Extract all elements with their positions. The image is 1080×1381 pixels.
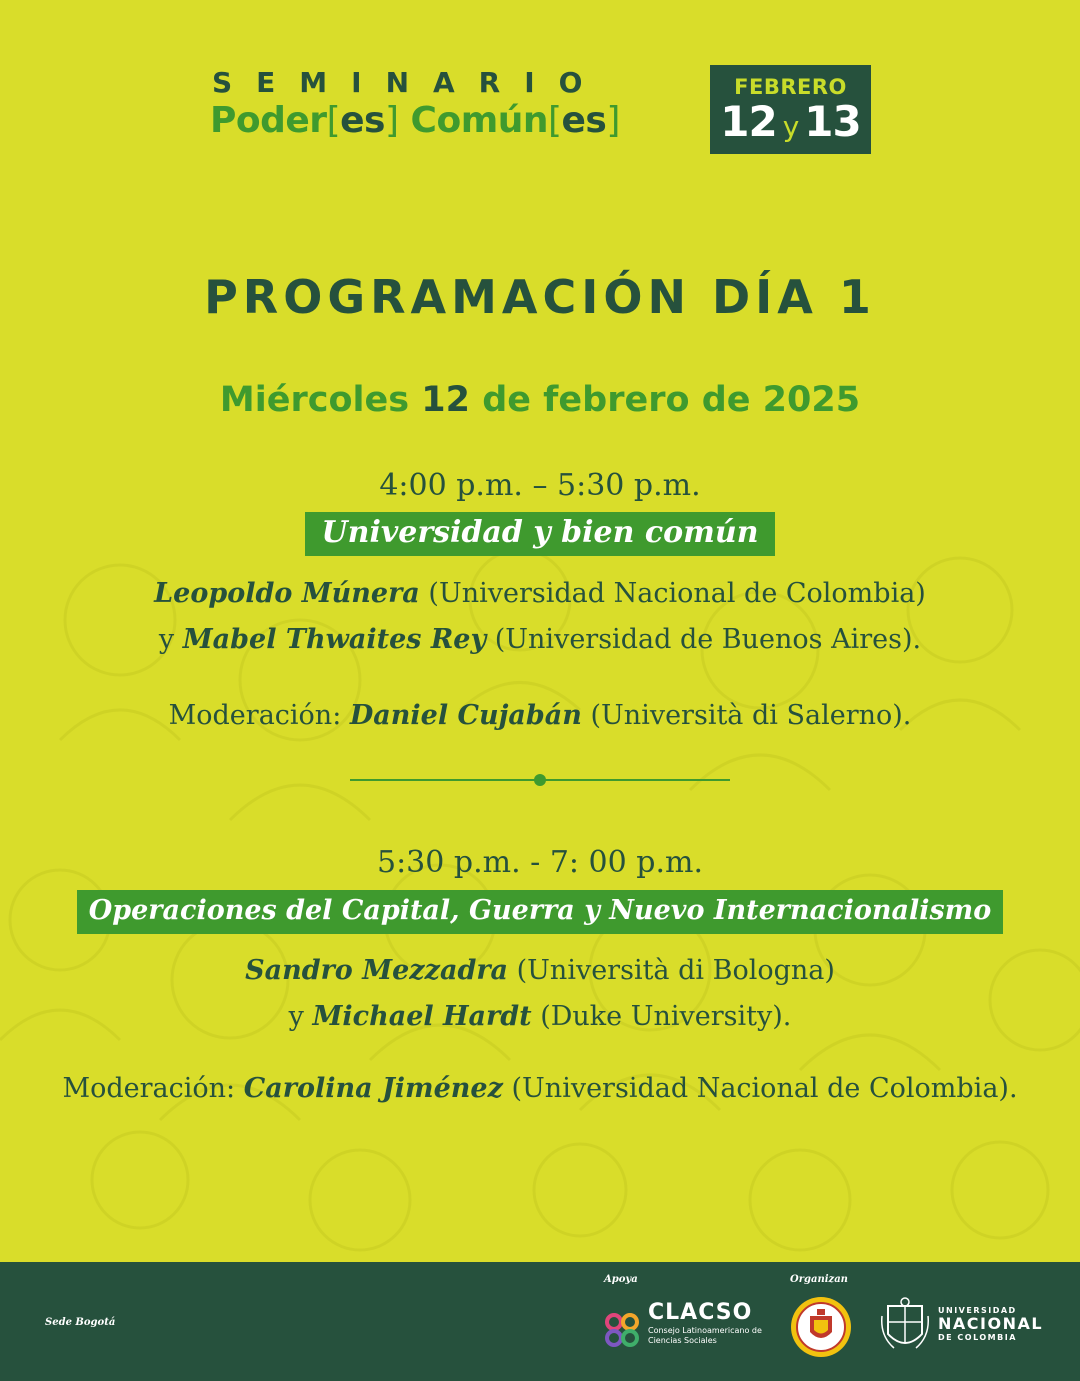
clacso-logo-icon: [600, 1308, 644, 1352]
session-1-title: Universidad y bien común: [305, 512, 774, 556]
session-2-speaker-2-name: Michael Hardt: [312, 1001, 532, 1032]
date-day2: 13: [804, 97, 861, 146]
program-date: [0, 380, 1080, 420]
title-es: es: [340, 100, 385, 141]
session-1-speaker-1-affil: (Universidad Nacional de Colombia): [428, 578, 926, 609]
organizan-label: Organizan: [790, 1274, 848, 1285]
session-1-title-wrap: [0, 512, 1080, 556]
program-title: PROGRAMACIÓN DÍA 1: [204, 270, 876, 324]
seal-icon: [790, 1296, 852, 1358]
bracket-close-2: ]: [606, 100, 620, 141]
session-2-time: 5:30 p.m. - 7: 00 p.m.: [376, 845, 703, 880]
divider-dot-icon: [534, 774, 546, 786]
unal-bottom: DE COLOMBIA: [938, 1333, 1017, 1342]
title-es-2: es: [561, 100, 607, 141]
clacso-name: CLACSO: [648, 1300, 753, 1325]
session-2-moderation: [0, 1073, 1080, 1104]
seminario-label: SEMINARIO: [212, 66, 607, 99]
apoya-label: Apoya: [604, 1274, 638, 1285]
bracket-open: [: [326, 100, 341, 141]
unal-wordmark: [938, 1306, 1043, 1342]
session-2-moderation-label: Moderación:: [62, 1073, 236, 1104]
unal-top: UNIVERSIDAD: [938, 1306, 1017, 1315]
bracket-close: ]: [384, 100, 399, 141]
session-2-speaker-1-affil: (Università di Bologna): [516, 955, 835, 986]
session-1-speaker-2-name: Mabel Thwaites Rey: [182, 624, 487, 655]
session-1-moderation-label: Moderación:: [168, 700, 342, 731]
session-2-speaker-2: [0, 1001, 1080, 1032]
session-1-time: 4:00 p.m. – 5:30 p.m.: [379, 468, 701, 503]
session-2-title-wrap: [0, 890, 1080, 934]
session-2-moderator-name: Carolina Jiménez: [243, 1073, 503, 1104]
session-2-speaker-1: [0, 955, 1080, 986]
sede-label: Sede Bogotá: [45, 1317, 116, 1328]
session-2-moderator-affil: (Universidad Nacional de Colombia).: [511, 1073, 1018, 1104]
session-1-moderation: [0, 700, 1080, 731]
seminar-title: [210, 100, 620, 141]
session-1-speaker-2: [0, 624, 1080, 655]
session-2-speaker-2-affil: (Duke University).: [540, 1001, 792, 1032]
date-days: [710, 97, 871, 146]
session-1-connector: y: [158, 624, 175, 655]
session-1-speaker-2-affil: (Universidad de Buenos Aires).: [494, 624, 922, 655]
unal-mid: NACIONAL: [938, 1314, 1044, 1333]
title-comun: Común: [410, 100, 548, 141]
date-weekday: Miércoles: [219, 380, 410, 420]
clacso-subtitle: Consejo Latinoamericano de Ciencias Sociales: [648, 1326, 762, 1345]
session-2-speaker-1-name: Sandro Mezzadra: [245, 955, 509, 986]
header: [0, 0, 1080, 180]
title-poder: Poder: [210, 100, 327, 141]
footer: [0, 1262, 1080, 1381]
session-1-moderator-affil: (Università di Salerno).: [590, 700, 912, 731]
unal-crest-icon: [880, 1296, 930, 1356]
date-y: y: [782, 110, 799, 143]
session-2-title: Operaciones del Capital, Guerra y Nuevo Internacionalismo: [77, 890, 1004, 934]
date-rest: de febrero de 2025: [482, 380, 861, 420]
date-daynum: 12: [421, 380, 471, 420]
bracket-open-2: [: [547, 100, 562, 141]
date-badge: [710, 65, 871, 154]
date-month: FEBRERO: [734, 75, 847, 99]
section-divider: [350, 772, 730, 788]
session-1-speaker-1-name: Leopoldo Múnera: [154, 578, 420, 609]
session-1-moderator-name: Daniel Cujabán: [349, 700, 582, 731]
session-1-speaker-1: [0, 578, 1080, 609]
date-day1: 12: [720, 97, 777, 146]
session-2-connector: y: [288, 1001, 304, 1032]
